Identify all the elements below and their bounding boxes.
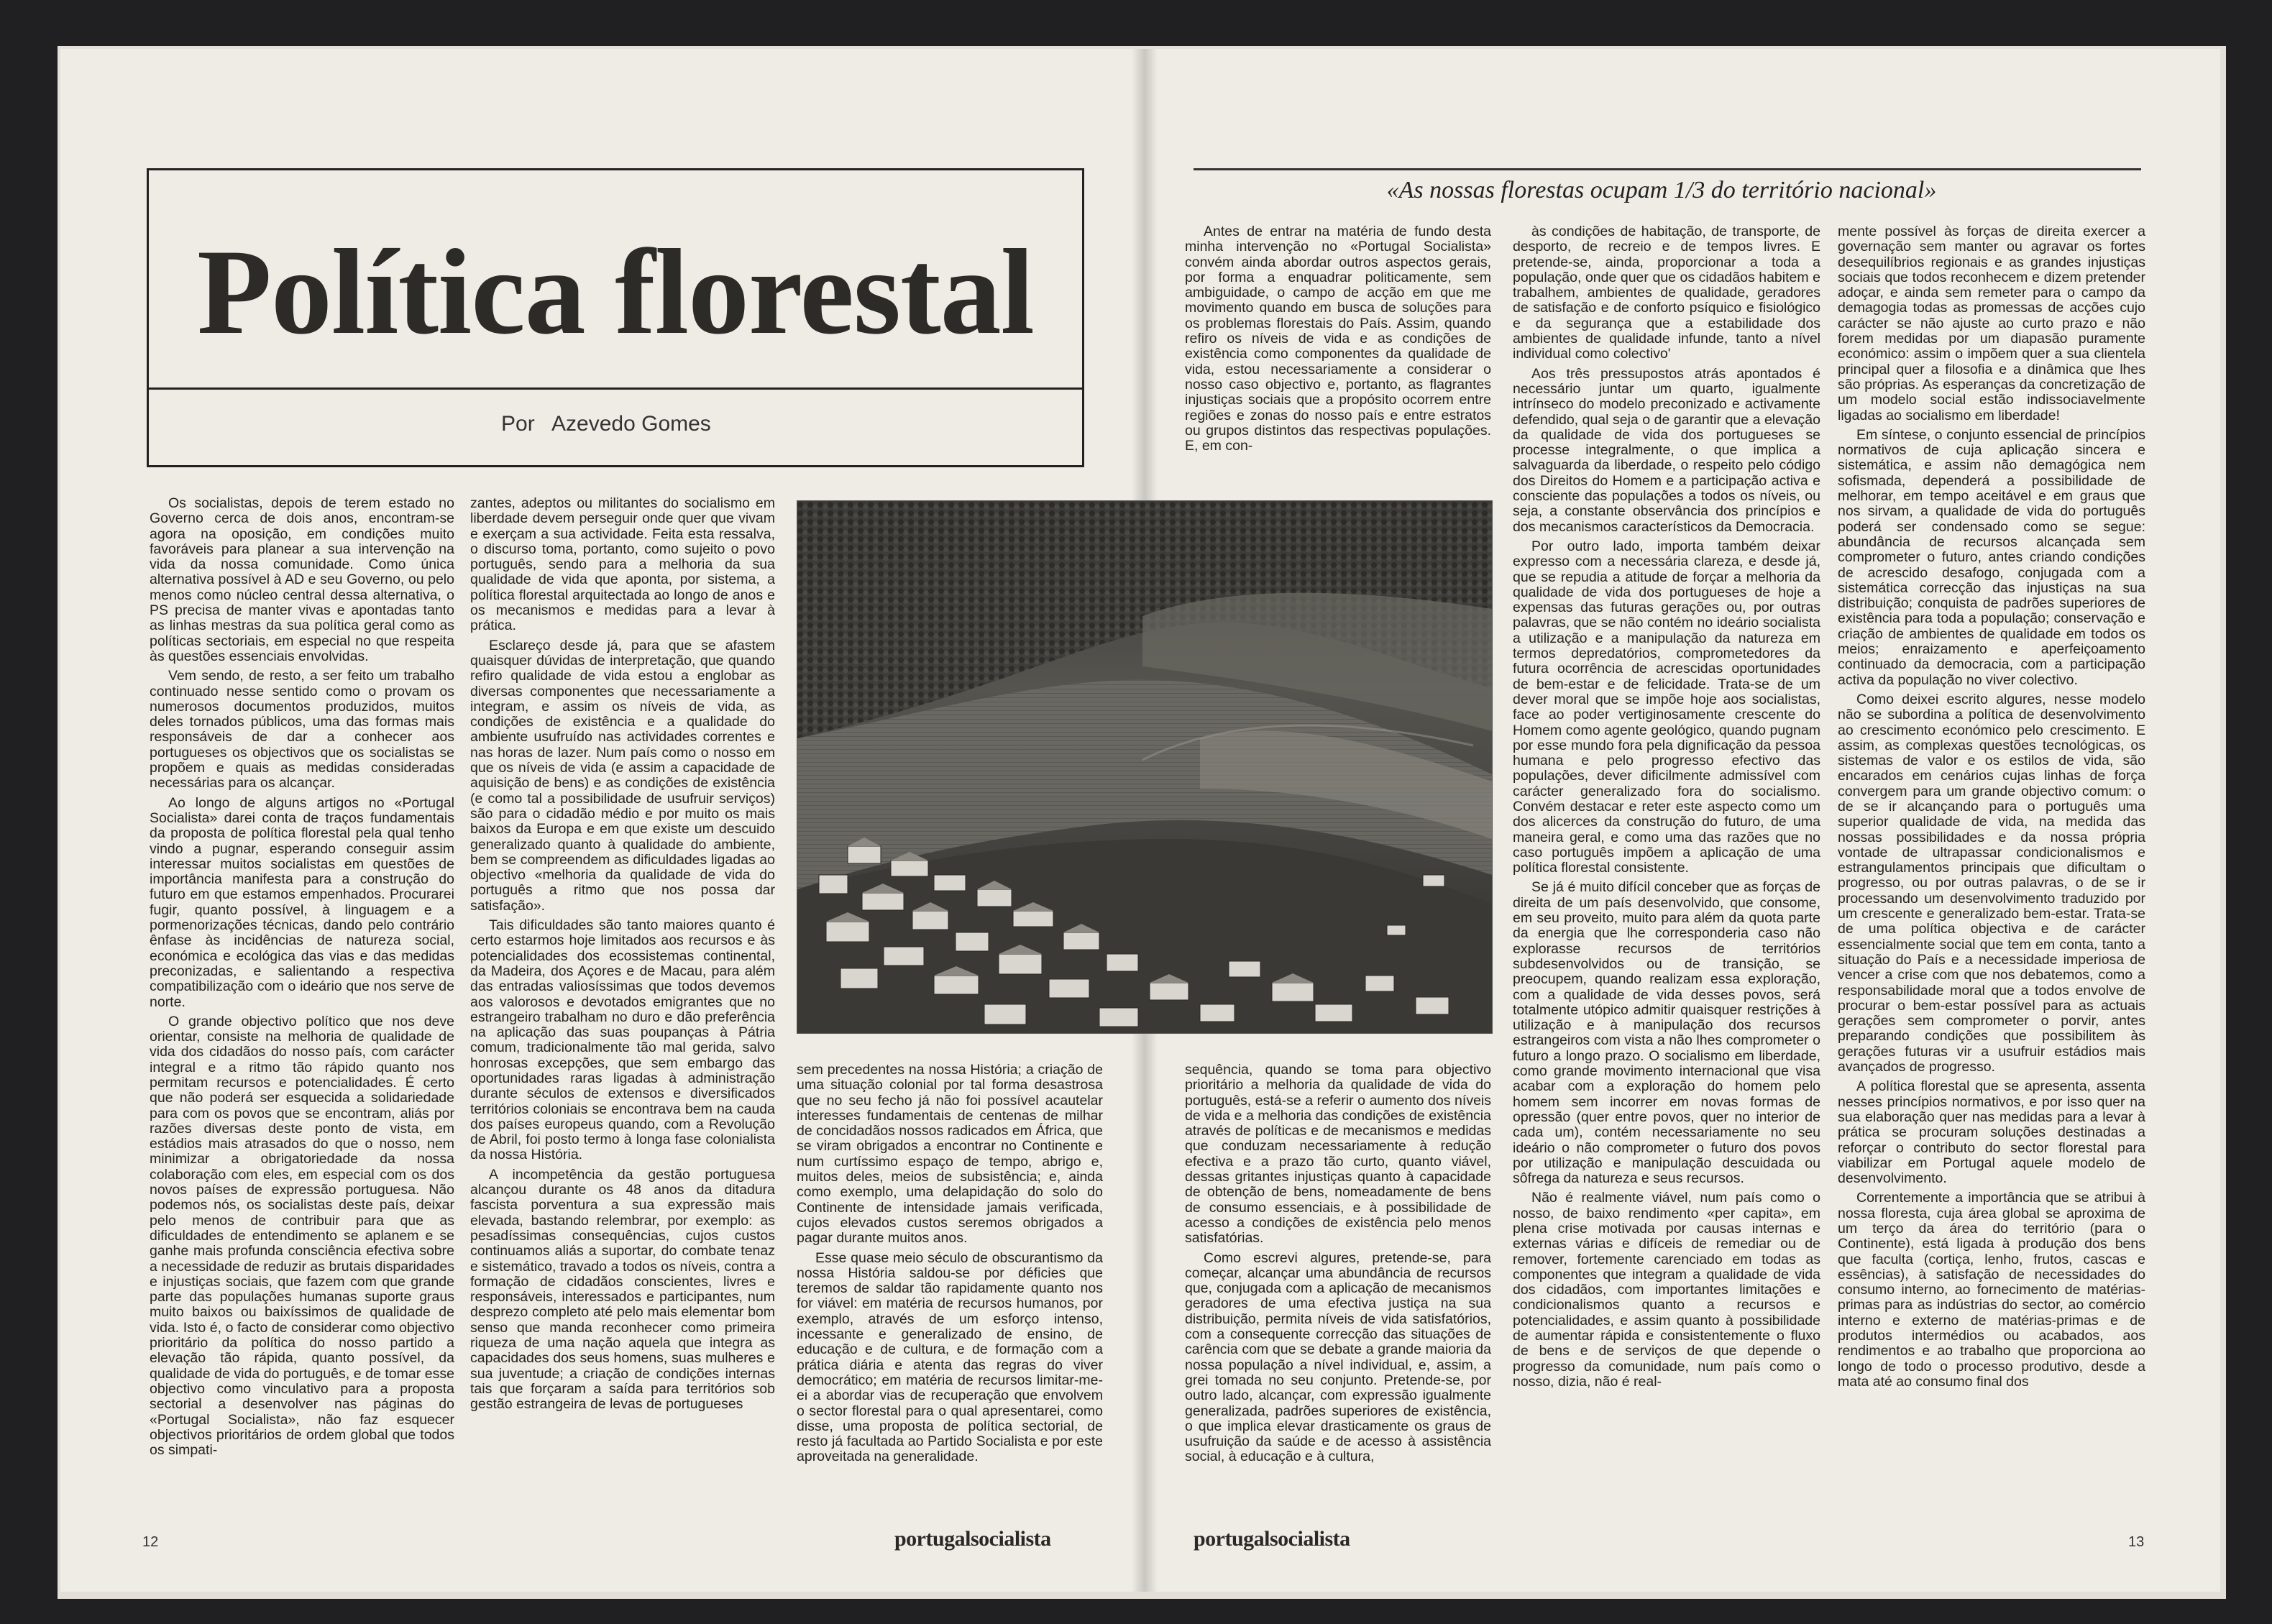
- paragraph: Aos três pressupostos atrás apontados é necessário juntar um quarto, igualmente intrínseco do modelo preconizado e activamente defendido, qual seja o de garantir que a elevação da qualidade de vida dos portugueses se processe integralmente, o que implica a salvaguarda da liberdade, o respeito pelo código dos Direitos do Homem e a participação activa e consciente das populações a todos os níveis, ou seja, a constante observância dos princípios e dos mecanismos característicos da Democracia.: [1513, 365, 1820, 535]
- title-box: [147, 168, 1084, 467]
- paragraph: zantes, adeptos ou militantes do socialismo em liberdade devem perseguir onde quer que vivam e exerçam a sua actividade. Feita esta ressalva, o discurso toma, portanto, como sujeito o povo português, sendo para a melhoria da sua qualidade de vida que aponta, por sistema, a política florestal arquitectada ao longo de anos e os mecanismos e medidas para a levar à prática.: [470, 495, 775, 634]
- left-magazine-logo: portugalsocialista: [894, 1527, 1051, 1551]
- paragraph: Os socialistas, depois de terem estado no Governo cerca de dois anos, encontram-se agora na oposição, em condições muito favoráveis para planear a sua intervenção na vida da nossa comunidade. Como única alternativa possível à AD e seu Governo, ou pelo menos como núcleo central dessa alternativa, o PS precisa de manter vivas e apontadas tanto as linhas mestras da sua política geral como as políticas sectoriais, em especial no que respeita às questões essenciais envolvidas.: [150, 495, 454, 664]
- paragraph: Por outro lado, importa também deixar expresso com a necessária clareza, e desde já, que se repudia a atitude de forçar a melhoria da qualidade de vida dos portugueses de hoje a expensas das futuras gerações ou, por outras palavras, que se não contém no ideário socialista a utilização e a manipulação da natureza em termos depredatórios, comprometedores da futura ocorrência de acrescidas oportunidades de bem-estar e de felicidade. Trata-se de um dever moral que se impõe hoje aos socialistas, face ao poder vertiginosamente crescente do Homem como agente geológico, quando pugnam por esse mundo fora pela dignificação da pessoa humana e pelo progresso efectivo das populações, dever dificilmente admissível com carácter generalizado fora do socialismo. Convém destacar e reter este aspecto como um dos alicerces da construção do futuro, de uma maneira geral, e como uma das razões que no caso português impõem a aplicação de uma política florestal consistente.: [1513, 538, 1820, 876]
- paragraph: Como deixei escrito algures, nesse modelo não se subordina a política de desenvolvimento ao crescimento económico pelo crescimento. E assim, as complexas questões tecnológicas, os sistemas de valor e os estilos de vida, são encarados em cenários cujas linhas de força convergem para um grande objectivo comum: o de se ir alcançando para o português uma superior qualidade de vida, na medida das nossas possibilidades e da nossa própria vontade de ultrapassar condicionalismos e estrangulamentos principais que dificultam o progresso, ou por outras palavras, o de se ir processando um desenvolvimento traduzido por um crescente e generalizado bem-estar. Trata-se de uma política objectiva e de carácter essencialmente social que tem em conta, tanto a situação do País e a necessidade imperiosa de vencer a crise com que nos debatemos, como a responsabilidade moral que a todos envolve de procurar o bem-estar possível para as actuais gerações sem comprometer o porvir, antes preparando condições que possibilitem às gerações futuras vir a usufruir estádios mais avançados de progresso.: [1838, 691, 2145, 1075]
- text-column-7: [1838, 224, 2145, 1518]
- paragraph: Correntemente a importância que se atribui à nossa floresta, cuja área global se aproxima de um terço da área do território (para o Continente), está ligada à produção dos bens que faculta (cortiça, lenho, frutos, cascas e essências), à satisfação de necessidades do consumo interno, ao fornecimento de matérias-primas para as indústrias do sector, ao comércio interno e externo de matérias-primas e de produtos intermédios ou acabados, aos rendimentos e ao trabalho que proporciona ao longo de todo o processo produtivo, desde a mata até ao consumo final dos: [1838, 1190, 2145, 1390]
- text-column-4: [1185, 224, 1491, 467]
- paragraph: Tais dificuldades são tanto maiores quanto é certo estarmos hoje limitados aos recursos e às potencialidades dos ecossistemas continental, da Madeira, dos Açores e de Macau, para além das entradas valiosíssimas que todos devemos aos valorosos e devotados emigrantes que no estrangeiro trabalham no duro e dão preferência na aplicação das suas poupanças à Pátria comum, tradicionalmente tão mal gerida, salvo honrosas excepções, que sem embargo das oportunidades raras ligadas à administração durante séculos de extensos e diversificados territórios coloniais se encontrava bem na cauda dos países europeus quando, com a Revolução de Abril, foi posto termo à longa fase colonialista da nossa História.: [470, 917, 775, 1163]
- paragraph: Esclareço desde já, para que se afastem quaisquer dúvidas de interpretação, que quando refiro qualidade de vida estou a englobar as diversas componentes que necessariamente a integram, e assim os níveis de vida, as condições de existência e a qualidade do ambiente usufruído nas actividades correntes e nas horas de lazer. Num país como o nosso em que os níveis de vida (e assim a capacidade de aquisição de bens) e as condições de existência (e como tal a possibilidade de usufruir serviços) são para o cidadão médio e por muito os mais baixos da Europa e em que existe um descuido generalizado quanto à qualidade do ambiente, bem se compreendem as dificuldades ligadas ao objectivo «melhoria da qualidade de vida do português a ritmo que nos possa dar satisfação».: [470, 637, 775, 914]
- paragraph: Ao longo de alguns artigos no «Portugal Socialista» darei conta de traços fundamentais da proposta de política florestal pela qual tenho vindo a pugnar, esperando conseguir assim interessar muitos socialistas em questões de importância manifesta para a construção do futuro em que estamos empenhados. Procurarei fugir, quanto possível, à linguagem e a pormenorizações técnicas, dando pelo contrário ênfase às incidências de natureza social, económica e ecológica das vias e das medidas preconizadas, e salientando a respectiva compatibilização com o ideário que nos serve de norte.: [150, 794, 454, 1010]
- paragraph: sem precedentes na nossa História; a criação de uma situação colonial por tal forma desastrosa que no seu fecho já não foi possível acautelar interesses fundamentais de centenas de milhar de concidadãos nossos radicados em África, que se viram obrigados a encontrar no Continente e num curtíssimo espaço de tempo, abrigo e, muitos deles, meios de subsistência; e, ainda como exemplo, uma delapidação do solo do Continente de intensidade jamais verificada, cujos elevados custos seremos obrigados a pagar durante muitos anos.: [797, 1062, 1103, 1247]
- right-magazine-logo: portugalsocialista: [1194, 1527, 1350, 1551]
- paragraph: às condições de habitação, de transporte, de desporto, de recreio e de tempos livres. E pretende-se, ainda, proporcionar a toda a população, onde quer que os cidadãos habitem e trabalhem, ambientes de qualidade, geradores de satisfação e de conforto psíquico e fisiológico e da segurança que a estabilidade dos ambientes de qualidade infunde, tanto a nível individual como colectivo': [1513, 224, 1820, 362]
- text-column-6: [1513, 224, 1820, 1518]
- text-column-5: [1185, 1063, 1491, 1515]
- byline: Por Azevedo Gomes: [501, 412, 711, 436]
- right-page-number: 13: [2128, 1534, 2145, 1550]
- paragraph: A política florestal que se apresenta, assenta nesses princípios normativos, e por isso quer na sua elaboração quer nas medidas para a levar à prática se procuram soluções destinadas a reforçar o contributo do sector florestal para viabilizar em Portugal aquele modelo de desenvolvimento.: [1838, 1078, 2145, 1187]
- paragraph: Se já é muito difícil conceber que as forças de direita de um país desenvolvido, que consome, em seu proveito, muito para além da quota parte da energia que lhe corresponderia caso não explorasse recursos de territórios subdesenvolvidos ou de transição, se preocupem, quando realizam essa exploração, com a qualidade de vida desses povos, será totalmente utópico admitir quaisquer restrições à utilização e à manipulação dos recursos estrangeiros com vista a não lhes comprometer o futuro a longo prazo. O socialismo em liberdade, como grande movimento internacional que visa acabar com a exploração do homem pelo homem sem incorrer em novas formas de opressão (quer entre povos, quer no interior de cada um), contém necessariamente no seu ideário o não comprometer o futuro dos povos por utilização e manipulação descuidada ou sôfrega da natureza e seus recursos.: [1513, 879, 1820, 1187]
- paragraph: Não é realmente viável, num país como o nosso, de baixo rendimento «per capita», em plena crise motivada por causas internas e externas várias e difíceis de remediar ou de remover, fortemente carenciado em todas as componentes que integram a qualidade de vida dos cidadãos, com importantes limitações e condicionalismos quanto a recursos e potencialidades, e assim quanto à possibilidade de aumentar rápida e consistentemente o fluxo de bens e de serviços de que depende o progresso da comunidade, num país como o nosso, dizia, não é real-: [1513, 1190, 1820, 1390]
- article-title: Política florestal: [197, 224, 1034, 359]
- subhead-quote: «As nossas florestas ocupam 1/3 do território nacional»: [1386, 177, 1937, 203]
- paragraph: mente possível às forças de direita exercer a governação sem manter ou agravar os fortes desequilíbrios regionais e as grandes injustiças sociais que todos reconhecem e dizem pretender adoçar, e ainda sem remeter para o campo da demagogia todas as promessas de acções cujo carácter se não ajuste ao curto prazo e não forem medidas por um diapasão puramente económico: assim o impõem quer a sua clientela principal quer a filosofia e a dinâmica que lhes são próprias. As esperanças da concretização de um modelo social estão indissociavelmente ligadas ao socialismo em liberdade!: [1838, 224, 2145, 423]
- paragraph: Esse quase meio século de obscurantismo da nossa História saldou-se por déficies que teremos de saldar tão rapidamente quanto nos for viável: em matéria de recursos humanos, por exemplo, através de um esforço intenso, incessante e generalizado de ensino, de educação e de cultura, e de formação com a prática diária e atenta das regras do viver democrático; em matéria de recursos limitar-me-ei a abordar vias de recuperação que envolvem o sector florestal para o qual apresentarei, como disse, uma proposta de política sectorial, de resto já facultada ao Partido Socialista e por este aproveitada na generalidade.: [797, 1249, 1103, 1465]
- text-column-3: [797, 1063, 1103, 1515]
- subhead-rule: [1194, 168, 2141, 170]
- paragraph: Em síntese, o conjunto essencial de princípios normativos de cuja aplicação sincera e sistemática, e assim não demagógica nem sofismada, dependerá a possibilidade de melhorar, em tempo aceitável e em graus que nos sirvam, a qualidade de vida do português poderá ser condensado como se segue: abundância de recursos alcançada sem comprometer o futuro, antes criando condições de acrescido desafogo, conjugada com a sistemática correcção das injustiças na sua distribuição; conquista de padrões superiores de existência para toda a população; conservação e criação de ambientes de qualidade em todos os meios; enraizamento e aperfeiçoamento continuado da democracia, com a participação activa da população no viver colectivo.: [1838, 426, 2145, 688]
- paragraph: Antes de entrar na matéria de fundo desta minha intervenção no «Portugal Socialista» convém ainda abordar outros aspectos gerais, por forma a enquadrar politicamente, sem ambiguidade, o campo de acção em que me movimento quando em busca de soluções para os problemas florestais do País. Assim, quando refiro os níveis de vida e as condições de existência como componentes da qualidade de vida, estou necessariamente a considerar o nosso caso objectivo e, portanto, as flagrantes injustiças sociais que a propósito ocorrem entre regiões e zonas do nosso país e entre estratos ou grupos distintos das respectivas populações. E, em con-: [1185, 224, 1491, 454]
- village-valley-photo: [797, 500, 1493, 1034]
- paragraph: Como escrevi algures, pretende-se, para começar, alcançar uma abundância de recursos que, conjugada com a aplicação de mecanismos geradores de uma efectiva justiça na sua distribuição, permita níveis de vida satisfatórios, com a consequente correcção das situações de carência com que se debate a grande maioria da nossa população a nível individual, e, assim, a grei tomada no seu conjunto. Pretende-se, por outro lado, alcançar, com expressão igualmente generalizada, padrões superiores de existência, o que implica elevar drasticamente os graus de usufruição da saúde e de acesso à assistência social, à educação e à cultura,: [1185, 1249, 1491, 1465]
- title-divider: [149, 387, 1082, 390]
- text-column-2: [470, 495, 775, 1413]
- left-page-number: 12: [142, 1534, 159, 1550]
- paragraph: A incompetência da gestão portuguesa alcançou durante os 48 anos da ditadura fascista porventura a sua expressão mais elevada, bastando relembrar, por exemplo: as pesadíssimas consequências, cujos custos continuamos aliás a suportar, do combate tenaz e sistemático, travado a todos os níveis, contra a formação de cidadãos conscientes, livres e responsáveis, interessados e participantes, num desprezo completo até pelo mais elementar bom senso que manda reconhecer como primeira riqueza de uma nação aquela que integra as capacidades dos seus homens, suas mulheres e sua juventude; a criação de condições internas tais que forçaram a saída para territórios sob gestão estrangeira de levas de portugueses: [470, 1166, 775, 1413]
- text-column-1: [150, 496, 454, 1517]
- paragraph: Vem sendo, de resto, a ser feito um trabalho continuado nesse sentido como o provam os numerosos documentos produzidos, muitos deles tornados públicos, uma das formas mais responsáveis de dar a conhecer aos portugueses os objectivos que os socialistas se propõem e quais as medidas consideradas necessárias para os alcançar.: [150, 668, 454, 792]
- paragraph: O grande objectivo político que nos deve orientar, consiste na melhoria de qualidade de vida dos cidadãos do nosso país, com carácter integral e a ritmo tão rápido quanto nos permitam recursos e potencialidades. É certo que não poderá ser esquecida a solidariedade para com os povos que se encontram, aliás por razões diversas deste ponto de vista, em estádios mais atrasados do que o nosso, nem minimizar a obrigatoriedade da nossa colaboração com eles, em especial com os dos novos países de expressão portuguesa. Não podemos nós, os socialistas deste país, deixar pelo menos de contribuir para que as dificuldades de entendimento se aplanem e se ganhe mais profunda consciência efectiva sobre a necessidade de reduzir as brutais disparidades e injustiças sociais, que fazem com que grande parte das populações humanas suporte graus muito baixos ou baixíssimos de qualidade de vida. Isto é, o facto de considerar como objectivo prioritário da política do nosso partido a elevação tão rápida, quanto possível, da qualidade de vida do português, e de tomar esse objectivo como vinculativo para a proposta sectorial a desenvolver nas páginas do «Portugal Socialista», não faz esquecer objectivos prioritários de ordem global que todos os simpati-: [150, 1013, 454, 1459]
- paragraph: sequência, quando se toma para objectivo prioritário a melhoria da qualidade de vida do português, está-se a referir o aumento dos níveis de vida e a melhoria das condições de existência através de políticas e de mecanismos e medidas que conduzam necessariamente à redução efectiva e a prazo tão curto, quanto viável, dessas gritantes injustiças quanto à capacidade de obtenção de bens, nomeadamente de bens de consumo essenciais, e à possibilidade de acesso a condições de existência pelo menos satisfatórias.: [1185, 1062, 1491, 1247]
